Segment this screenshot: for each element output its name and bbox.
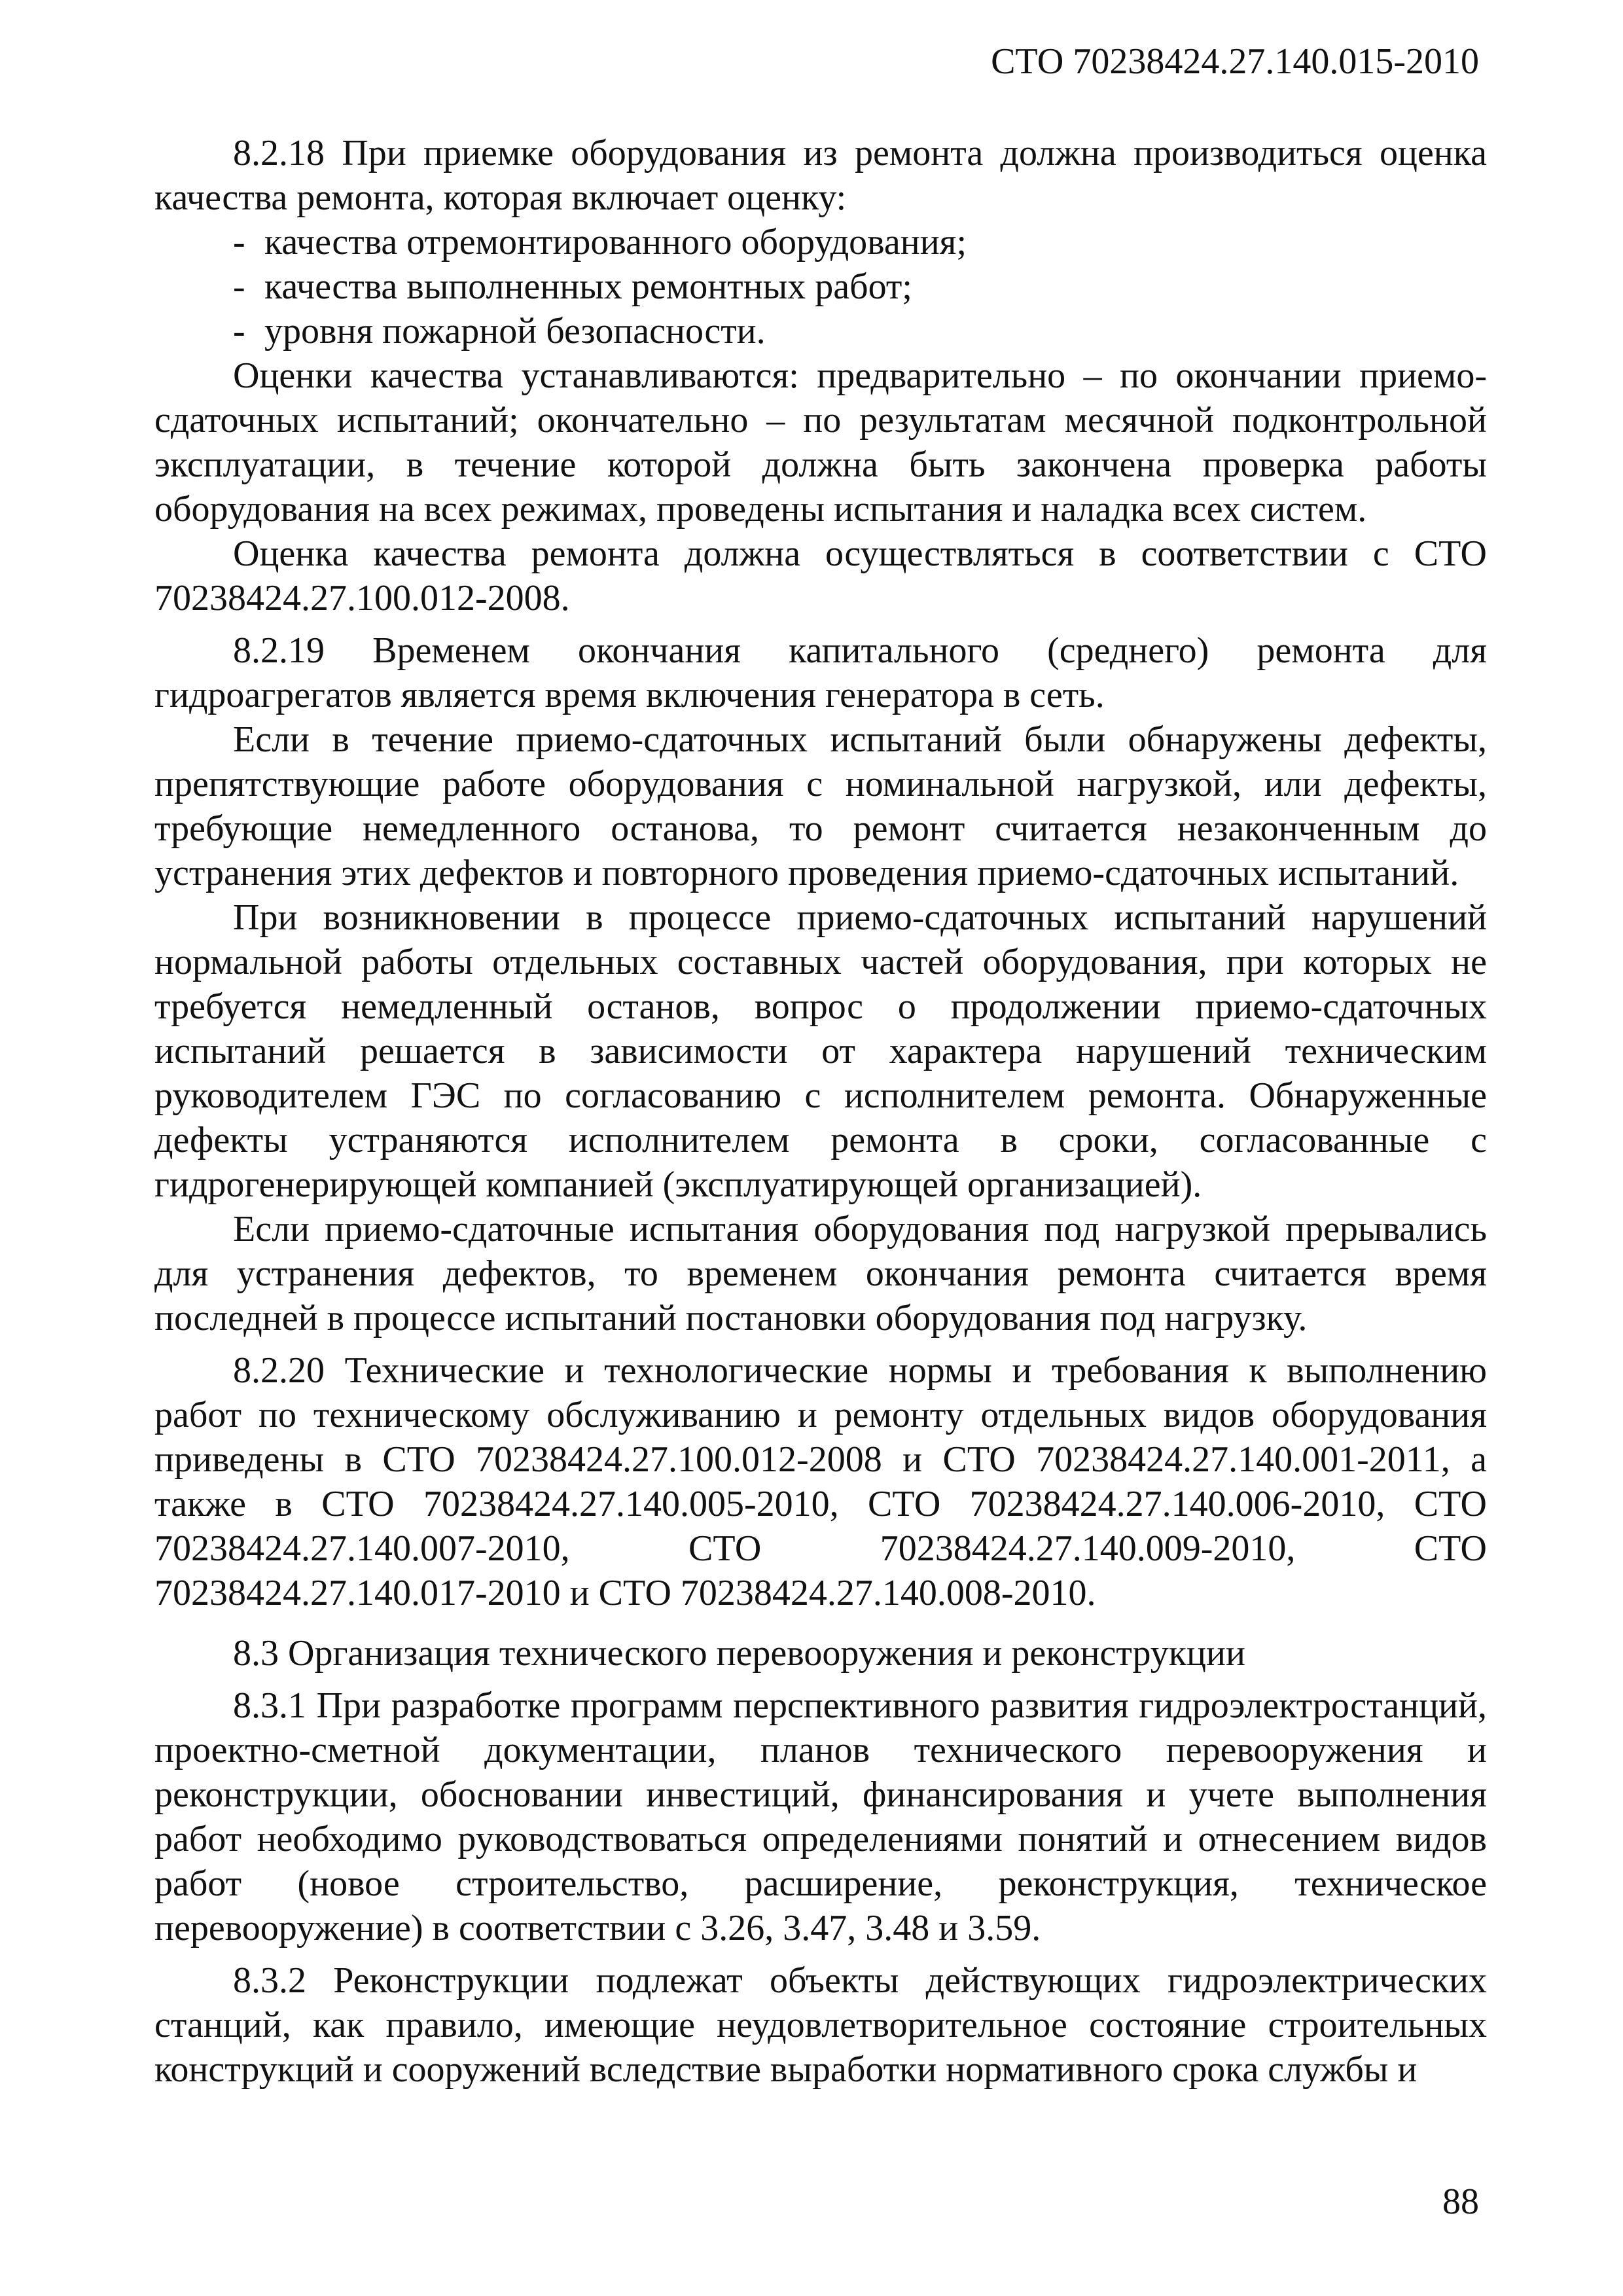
paragraph-8-3-2: 8.3.2 Реконструкции подлежат объекты действующих гидроэлектрических станций, как правило, имеющие неудовлетворительное состояние строительных конструкций и сооружений вследствие выработки нормативного срока службы и xyxy=(154,1960,1487,2090)
list-item: - уровня пожарной безопасности. xyxy=(233,309,1487,353)
page-number: 88 xyxy=(1442,2181,1479,2222)
list-item: - качества выполненных ремонтных работ; xyxy=(233,264,1487,309)
section-heading-8-3: 8.3 Организация технического перевооружения и реконструкции xyxy=(233,1633,1245,1674)
paragraph-assessment-standard: Оценка качества ремонта должна осуществляться в соответствии с СТО 70238424.27.100.012-2008. xyxy=(154,533,1487,619)
paragraph-defects-found: Если в течение приемо-сдаточных испытаний были обнаружены дефекты, препятствующие работе оборудования с номинальной нагрузкой, или дефекты, требующие немедленного останова, то ремонт считается незаконченным до устранения этих дефектов и повторного проведения приемо-сдаточных испытаний. xyxy=(154,719,1487,893)
paragraph-violations: При возникновении в процессе приемо-сдаточных испытаний нарушений нормальной работы отдельных составных частей оборудования, при которых не требуется немедленный останов, вопрос о продолжении приемо-сдаточных испытаний решается в зависимости от характера нарушений техническим руководителем ГЭС по согласованию с исполнителем ремонта. Обнаруженные дефекты устраняются исполнителем ремонта в сроки, согласованные с гидрогенерирующей компанией (эксплуатирующей организацией). xyxy=(154,897,1487,1205)
document-body xyxy=(154,131,1487,2092)
paragraph-8-2-19: 8.2.19 Временем окончания капитального (среднего) ремонта для гидроагрегатов является время включения генератора в сеть. xyxy=(154,630,1487,715)
assessment-items-list xyxy=(154,220,1487,353)
paragraph-8-3-1: 8.3.1 При разработке программ перспективного развития гидроэлектростанций, проектно-сметной документации, планов технического перевооружения и реконструкции, обосновании инвестиций, финансирования и учете выполнения работ необходимо руководствоваться определениями понятий и отнесением видов работ (новое строительство, расширение, реконструкция, техническое перевооружение) в соответствии с 3.26, 3.47, 3.48 и 3.59. xyxy=(154,1685,1487,1948)
paragraph-tests-interrupted: Если приемо-сдаточные испытания оборудования под нагрузкой прерывались для устранения дефектов, то временем окончания ремонта считается время последней в процессе испытаний постановки оборудования под нагрузку. xyxy=(154,1209,1487,1338)
paragraph-assessment-stages: Оценки качества устанавливаются: предварительно – по окончании приемо-сдаточных испытаний; окончательно – по результатам месячной подконтрольной эксплуатации, в течение которой должна быть закончена проверка работы оборудования на всех режимах, проведены испытания и наладка всех систем. xyxy=(154,355,1487,529)
paragraph-8-2-20: 8.2.20 Технические и технологические нормы и требования к выполнению работ по техническому обслуживанию и ремонту отдельных видов оборудования приведены в СТО 70238424.27.100.012-2008 и СТО 70238424.27.140.001-2011, а также в СТО 70238424.27.140.005-2010, СТО 70238424.27.140.006-2010, СТО 70238424.27.140.007-2010, СТО 70238424.27.140.009-2010, СТО 70238424.27.140.017-2010 и СТО 70238424.27.140.008-2010. xyxy=(154,1350,1487,1613)
paragraph-8-2-18-intro: 8.2.18 При приемке оборудования из ремонта должна производиться оценка качества ремонта, которая включает оценку: xyxy=(154,133,1487,218)
list-item: - качества отремонтированного оборудования; xyxy=(233,220,1487,264)
document-code-header: СТО 70238424.27.140.015-2010 xyxy=(991,41,1479,82)
